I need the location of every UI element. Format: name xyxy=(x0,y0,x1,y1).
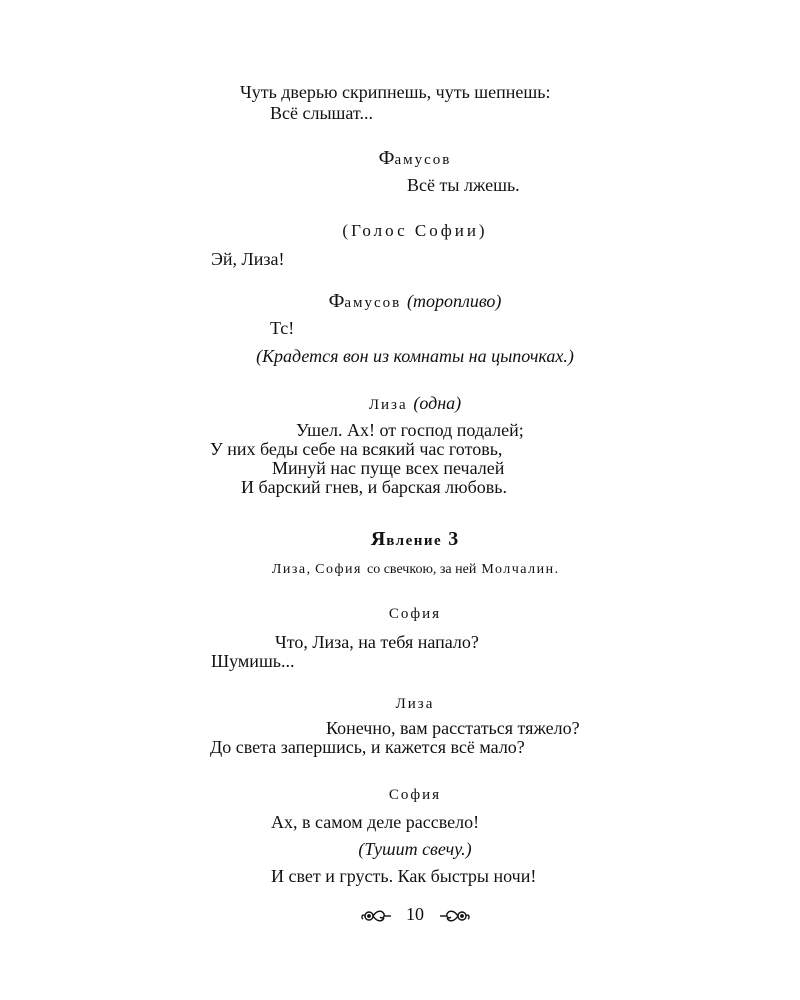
verse-line: И барский гнев, и барская любовь. xyxy=(241,477,507,497)
verse-line: Эй, Лиза! xyxy=(211,249,285,269)
verse-line: У них беды себе на всякий час готовь, xyxy=(210,439,503,459)
scene-capital: Я xyxy=(370,528,387,550)
verse-line: Тс! xyxy=(270,318,295,338)
verse-line: Конечно, вам расстаться тяжело? xyxy=(326,718,580,738)
stage-direction-voice: (Голос Софии) xyxy=(342,221,488,240)
verse-line: Всё слышат... xyxy=(270,103,373,123)
verse-line: До света запершись, и кажется всё мало? xyxy=(210,737,525,757)
speaker-remark: (одна) xyxy=(413,393,462,413)
scene-word: вление xyxy=(386,533,443,549)
speaker-capital: Ф xyxy=(328,290,345,312)
speaker-liza xyxy=(0,393,800,415)
verse-line: Минуй нас пуще всех печалей xyxy=(272,458,505,478)
scene-heading xyxy=(0,529,800,551)
verse-line: Что, Лиза, на тебя напало? xyxy=(275,632,479,652)
speaker-liza: Лиза xyxy=(395,696,435,712)
speaker-name: Лиза xyxy=(368,397,408,413)
persons-text: со свечкою, за ней xyxy=(366,562,477,577)
speaker-famusov xyxy=(0,148,800,170)
page-footer xyxy=(0,904,800,925)
verse-line: Всё ты лжешь. xyxy=(407,175,520,195)
verse-line: Ах, в самом деле рассвело! xyxy=(271,812,480,832)
verse-line: Ушел. Ах! от господ подалей; xyxy=(296,420,524,440)
separator: . xyxy=(554,562,559,577)
verse-line: Шумишь... xyxy=(211,651,295,671)
speaker-rest: амусов xyxy=(394,152,452,168)
speaker-sofia: София xyxy=(388,787,442,803)
verse-line: И свет и грусть. Как быстры ночи! xyxy=(271,866,537,886)
stage-direction: (Тушит свечу.) xyxy=(358,839,472,859)
verse-line: Чуть дверью скрипнешь, чуть шепнешь: xyxy=(240,82,551,102)
ornament-right-icon xyxy=(439,907,471,925)
speaker-famusov xyxy=(0,291,800,313)
person-name: Молчалин xyxy=(481,562,555,577)
separator: , xyxy=(306,562,311,577)
person-name: София xyxy=(315,562,362,577)
person-name: Лиза xyxy=(271,562,307,577)
speaker-sofia: София xyxy=(388,606,442,622)
speaker-capital: Ф xyxy=(378,147,395,169)
ornament-left-icon xyxy=(360,907,392,925)
scene-number: 3 xyxy=(448,528,460,550)
stage-direction: (Крадется вон из комнаты на цыпочках.) xyxy=(256,346,574,366)
page-number: 10 xyxy=(406,904,424,924)
scene-persons xyxy=(0,560,800,580)
speaker-remark: (торопливо) xyxy=(407,291,502,311)
speaker-rest: амусов xyxy=(344,295,402,311)
